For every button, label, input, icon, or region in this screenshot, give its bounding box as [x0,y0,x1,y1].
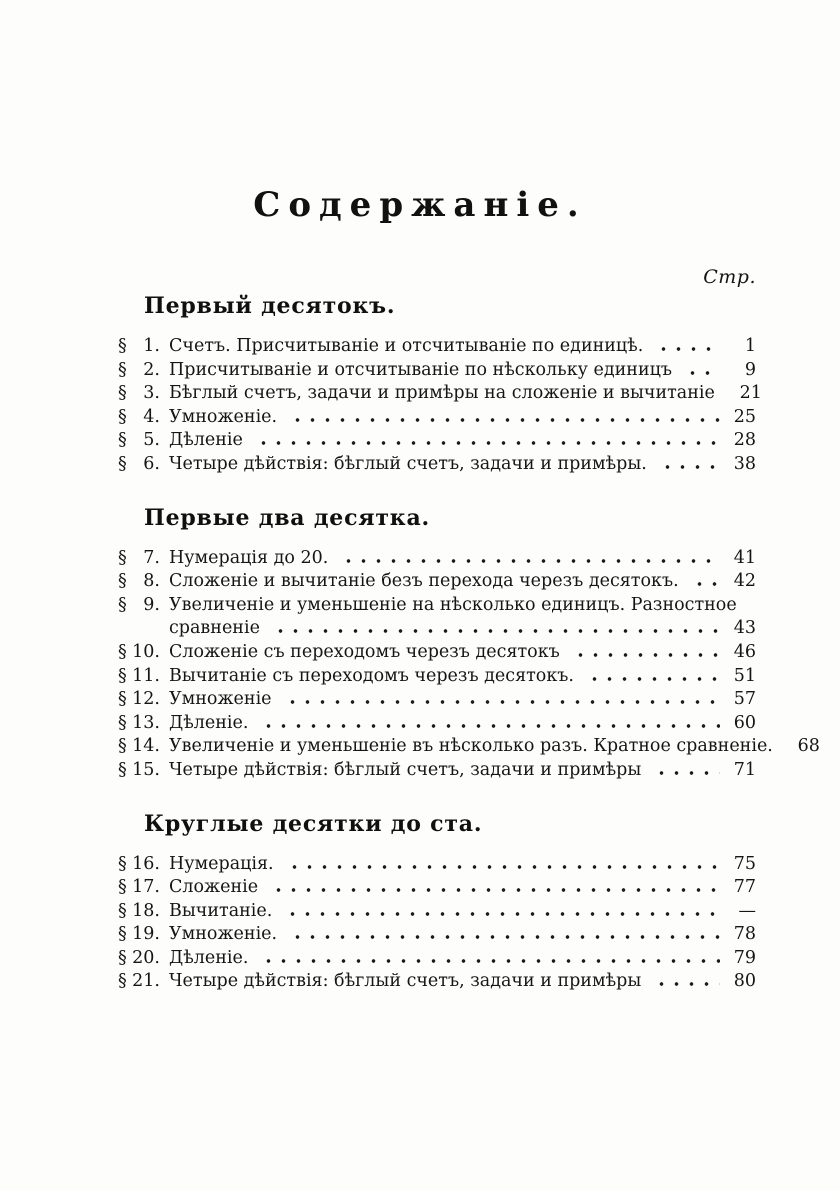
entry-line [118,382,762,406]
entry-number: 18. [132,900,160,921]
entry-page-number: 78 [733,924,756,945]
toc-entry [118,570,756,594]
entry-number: 14. [132,736,160,757]
entry-title: Умноженіе. [169,924,278,945]
entry-line [118,406,756,430]
entry-line [118,876,756,900]
dot-leader [288,933,720,939]
toc-sections [0,292,840,994]
entry-number: 8. [143,571,160,592]
entry-title: Вычитаніе. [169,900,273,921]
dot-leader [283,910,720,916]
dot-leader [339,557,720,563]
entry-title: Увеличеніе и уменьшеніе въ нѣсколько разъ. Кратное сравненіе. [169,736,773,757]
dot-leader [283,698,720,704]
section-heading: Круглые десятки до ста. [144,810,483,837]
entry-page-number: 46 [733,641,756,662]
dot-leader [259,722,720,728]
entry-line [118,900,756,924]
entry-number: 1. [143,336,160,356]
section-sign: § [118,947,127,968]
entry-title: Нумерація. [169,853,274,874]
entry-title: Сложеніе съ переходомъ черезъ десятокъ [169,641,560,662]
entry-line [118,453,756,477]
toc-entry [118,759,756,783]
toc-entry [118,876,756,900]
entry-page-number: 75 [733,853,756,874]
toc-entry [118,735,820,759]
entry-page-number: 71 [733,759,756,780]
entry-number: 7. [143,547,160,568]
entry-line [118,923,756,947]
entry-title-continued: сравненіе [169,618,260,639]
section-sign: § [118,665,127,686]
entry-number: 20. [132,947,160,968]
dot-leader [285,863,720,869]
entry-title: Нумерація до 20. [169,547,329,568]
toc-entry [118,406,756,430]
entry-line [118,335,756,359]
page-title: Содержаніе. [253,185,587,225]
section-heading: Первый десятокъ. [144,293,396,319]
entry-title: Дѣленіе [169,430,243,451]
section-sign: § [118,641,127,662]
toc-entry [118,641,756,665]
entry-number: 13. [132,712,160,733]
entry-title: Дѣленіе. [169,947,249,968]
toc-entry [118,970,756,994]
section-sign: § [118,924,127,945]
toc-entry [118,947,756,971]
section-sign: § [118,430,127,451]
dot-leader [652,980,720,986]
entry-page-number: 77 [733,877,756,898]
entry-number: 21. [132,971,160,992]
toc-entry [118,853,756,877]
entry-line [118,712,756,736]
section-sign: § [118,383,127,404]
entry-number: 16. [132,853,160,874]
page-column-label: Стр. [703,266,756,288]
entry-number: 4. [143,406,160,427]
section-sign: § [118,712,127,733]
entry-number: 5. [143,430,160,451]
dot-leader [288,416,720,422]
toc-entry [118,923,756,947]
entry-title: Бѣглый счетъ, задачи и примѣры на сложеніе и вычитаніе [169,383,715,404]
entry-page-number: 25 [733,406,756,427]
toc-entry [118,900,756,924]
toc-entry [118,359,756,383]
entry-line [118,688,756,712]
toc-entry [118,335,756,359]
toc-entry [118,453,756,477]
entry-title: Умноженіе [169,689,272,710]
entry-page-number: 41 [733,547,756,568]
entry-title: Четыре дѣйствія: бѣглый счетъ, задачи и примѣры [169,759,642,780]
section-sign: § [118,971,127,992]
entry-line [118,947,756,971]
entry-title: Четыре дѣйствія: бѣглый счетъ, задачи и примѣры [169,971,642,992]
entry-page-number: 38 [733,453,756,474]
dot-leader [271,627,720,633]
toc-section [118,810,756,995]
entry-line [118,641,756,665]
entry-page-number: 80 [733,971,756,992]
entry-number: 12. [132,689,160,710]
entry-line [118,594,756,618]
section-sign: § [118,594,127,615]
dot-leader [259,957,720,963]
entry-page-number: 1 [744,336,756,356]
entry-page-number: 9 [744,359,756,380]
entry-line [118,970,756,994]
entry-page-number: 79 [733,947,756,968]
section-sign: § [118,736,127,757]
entry-page-number: — [738,900,756,921]
section-sign: § [118,406,127,427]
dot-leader [654,345,720,351]
section-heading: Первые два десятка. [144,504,430,531]
toc-entry [118,429,756,453]
section-sign: § [118,877,127,898]
entry-number: 11. [132,665,160,686]
section-sign: § [118,689,127,710]
entry-number: 15. [132,759,160,780]
entry-title: Умноженіе. [169,406,278,427]
entry-number: 10. [132,641,160,662]
section-sign: § [118,336,127,356]
entry-title: Присчитываніе и отсчитываніе по нѣскольку единицъ [169,359,672,380]
toc-section [118,292,762,477]
section-sign: § [118,453,127,474]
toc-entry [118,382,762,406]
entry-line [118,735,820,759]
entry-title: Увеличеніе и уменьшеніе на нѣсколько единицъ. Разностное [169,594,737,615]
section-sign: § [118,759,127,780]
toc-entry [118,665,756,689]
entry-page-number: 43 [733,618,756,639]
toc-entry [118,547,756,571]
entry-page-number: 57 [733,689,756,710]
entry-number: 19. [132,924,160,945]
section-sign: § [118,359,127,380]
entry-line [118,359,756,383]
dot-leader [254,439,720,445]
entry-title: Сложеніе и вычитаніе безъ перехода черезъ десятокъ. [169,571,679,592]
section-sign: § [118,853,127,874]
section-sign: § [118,571,127,592]
section-sign: § [118,547,127,568]
entry-continuation-line [118,617,756,641]
toc-section [118,504,820,783]
entry-title: Дѣленіе. [169,712,249,733]
entry-page-number: 60 [733,712,756,733]
section-sign: § [118,900,127,921]
entry-page-number: 28 [733,430,756,451]
dot-leader [269,886,720,892]
entry-line [118,547,756,571]
entry-number: 6. [143,453,160,474]
toc-entry [118,688,756,712]
entry-title: Счетъ. Присчитываніе и отсчитываніе по единицѣ. [169,336,644,356]
entry-title: Вычитаніе съ переходомъ черезъ десятокъ. [169,665,574,686]
entry-page-number: 21 [739,383,762,404]
entry-page-number: 51 [733,665,756,686]
dot-leader [571,651,720,657]
entry-title: Сложеніе [169,877,259,898]
entry-number: 2. [143,359,160,380]
entry-number: 17. [132,877,160,898]
entry-number: 3. [143,383,160,404]
entry-page-number: 42 [733,571,756,592]
entry-line [118,759,756,783]
entry-title: Четыре дѣйствія: бѣглый счетъ, задачи и примѣры. [169,453,647,474]
entry-line [118,853,756,877]
toc-entry [118,712,756,736]
entry-line [118,429,756,453]
entry-page-number: 68 [797,736,820,757]
entry-line [118,570,756,594]
entry-number: 9. [143,594,160,615]
entry-line [118,665,756,689]
dot-leader [658,463,720,469]
dot-leader [690,580,720,586]
dot-leader [652,769,720,775]
toc-entry [118,594,756,641]
dot-leader [683,369,720,375]
dot-leader [585,675,720,681]
